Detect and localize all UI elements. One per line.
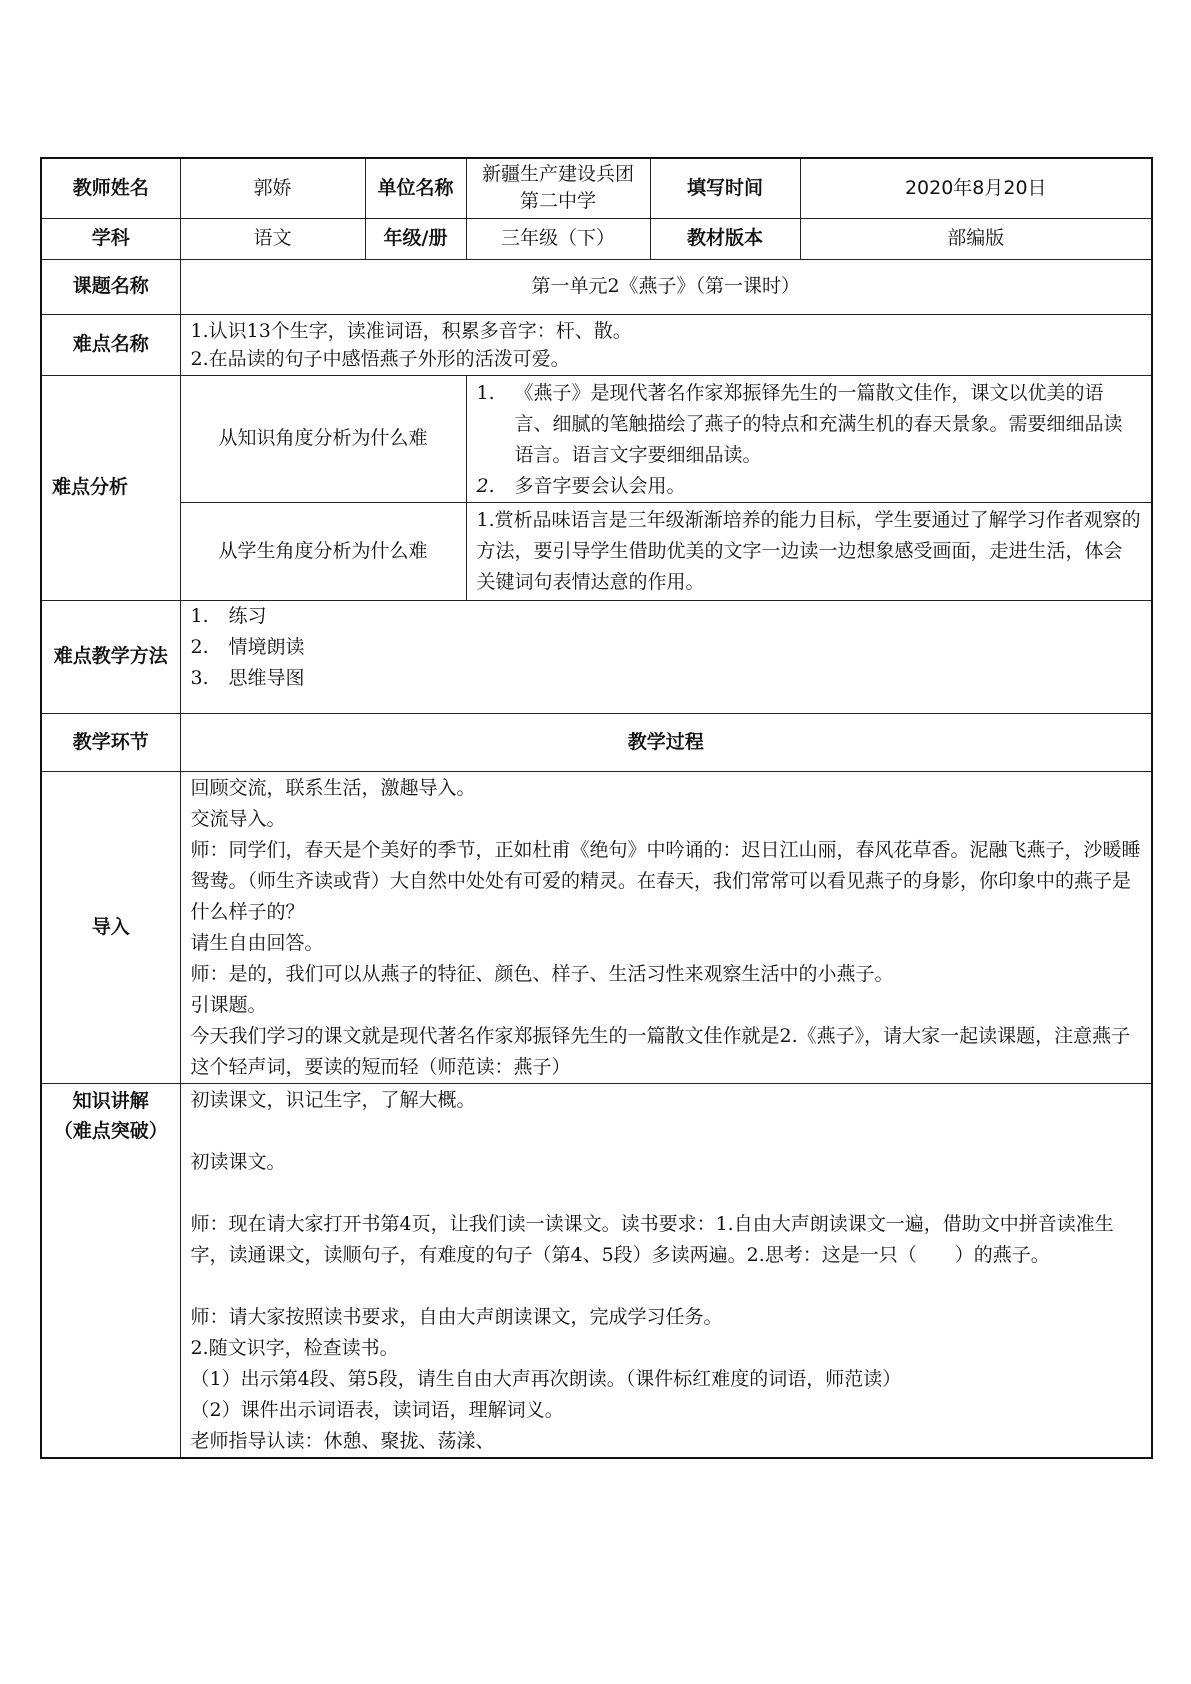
- edition-label: 教材版本: [650, 218, 800, 259]
- edition-value: 部编版: [800, 218, 1152, 259]
- subject-label: 学科: [41, 218, 180, 259]
- knowledge-item-2: [477, 471, 1142, 502]
- knowledge-angle-label: 从知识角度分析为什么难: [180, 375, 466, 502]
- knowledge-content: [180, 1083, 1152, 1458]
- knowledge-label-line-1: 知识讲解: [72, 1089, 149, 1112]
- blank-line: [191, 1178, 1142, 1209]
- info-row-1: [41, 158, 1152, 218]
- method-item-2: [191, 632, 1142, 663]
- knowledge-item-1: [477, 378, 1142, 471]
- knowledge-label: [41, 1083, 180, 1458]
- knowledge-row: [41, 1083, 1152, 1458]
- blank-line: [191, 1116, 1142, 1147]
- grade-label: 年级/册: [365, 218, 466, 259]
- subject-value: 语文: [180, 218, 365, 259]
- intro-line-1: 回顾交流，联系生活，激趣导入。: [190, 776, 476, 799]
- unit-line-2: 第二中学: [519, 190, 596, 213]
- knowledge-p7: （2）课件出示词语表，读词语，理解词义。: [190, 1398, 564, 1421]
- intro-row: [41, 771, 1152, 1083]
- analysis-row-knowledge: [41, 375, 1152, 502]
- difficulty-label: 难点名称: [41, 314, 180, 375]
- intro-line-5: 师：是的，我们可以从燕子的特征、颜色、样子、生活习性来观察生活中的小燕子。: [190, 962, 894, 985]
- methods-row: [41, 600, 1152, 713]
- knowledge-label-line-2: （难点突破）: [53, 1119, 168, 1142]
- knowledge-item-2-text: 多音字要会认会用。: [514, 474, 686, 497]
- intro-line-3: 师：同学们，春天是个美好的季节，正如杜甫《绝句》中吟诵的：迟日江山丽，春风花草香。泥融飞燕子，沙暖睡鸳鸯。（师生齐读或背）大自然中处处有可爱的精灵。在春天，我们常常可以看见燕子的身影，你印象中的燕子是什么样子的？: [190, 838, 1141, 923]
- unit-line-1: 新疆生产建设兵团: [481, 163, 634, 186]
- topic-row: [41, 259, 1152, 314]
- difficulty-row: [41, 314, 1152, 375]
- method-item-1-text: 练习: [228, 604, 267, 627]
- lesson-plan-document: [40, 157, 1151, 1507]
- teacher-label: 教师姓名: [41, 158, 180, 218]
- intro-line-4: 请生自由回答。: [190, 931, 324, 954]
- method-item-2-num: 2.: [190, 635, 209, 658]
- knowledge-p8: 老师指导认读：休憩、聚拢、荡漾、: [190, 1429, 495, 1452]
- unit-value: [466, 158, 650, 218]
- knowledge-p6: （1）出示第4段、第5段，请生自由大声再次朗读。（课件标红难度的词语，师范读）: [190, 1367, 902, 1390]
- intro-label: 导入: [41, 771, 180, 1083]
- analysis-row-student: [41, 502, 1152, 600]
- method-item-3-num: 3.: [190, 666, 209, 689]
- student-angle-label: 从学生角度分析为什么难: [180, 502, 466, 600]
- intro-line-6: 引课题。: [190, 993, 267, 1016]
- stage-header: 教学环节: [41, 713, 180, 771]
- knowledge-p5: 2.随文识字，检查读书。: [190, 1336, 399, 1359]
- intro-line-7: 今天我们学习的课文就是现代著名作家郑振铎先生的一篇散文佳作就是2.《燕子》，请大家一起读课题，注意燕子这个轻声词，要读的短而轻（师范读：燕子）: [190, 1024, 1131, 1078]
- method-item-3-text: 思维导图: [228, 666, 305, 689]
- process-header: 教学过程: [180, 713, 1152, 771]
- method-item-3: [191, 663, 1142, 694]
- teacher-value: 郭娇: [180, 158, 365, 218]
- knowledge-angle-content: [466, 375, 1152, 502]
- knowledge-p1: 初读课文，识记生字，了解大概。: [190, 1088, 476, 1111]
- grade-value: 三年级（下）: [466, 218, 650, 259]
- lesson-plan-table: [40, 157, 1153, 1459]
- method-item-1-num: 1.: [190, 604, 209, 627]
- intro-content: [180, 771, 1152, 1083]
- method-item-1: [191, 601, 1142, 632]
- difficulty-content: [180, 314, 1152, 375]
- knowledge-item-1-num: 1.: [476, 381, 495, 404]
- knowledge-item-2-num: 2.: [476, 474, 495, 497]
- knowledge-item-1-text: 《燕子》是现代著名作家郑振铎先生的一篇散文佳作，课文以优美的语言、细腻的笔触描绘了燕子的特点和充满生机的春天景象。需要细细品读语言。语言文字要细细品读。: [514, 381, 1123, 466]
- process-header-row: [41, 713, 1152, 771]
- knowledge-p2: 初读课文。: [190, 1150, 286, 1173]
- difficulty-line-2: 2.在品读的句子中感悟燕子外形的活泼可爱。: [190, 347, 570, 370]
- date-value: 2020年8月20日: [800, 158, 1152, 218]
- methods-content: [180, 600, 1152, 713]
- analysis-label: 难点分析: [41, 375, 180, 600]
- knowledge-p4: 师：请大家按照读书要求，自由大声朗读课文，完成学习任务。: [190, 1305, 723, 1328]
- topic-label: 课题名称: [41, 259, 180, 314]
- difficulty-line-1: 1.认识13个生字，读准词语，积累多音字：杆、散。: [190, 319, 632, 342]
- info-row-2: [41, 218, 1152, 259]
- unit-label: 单位名称: [365, 158, 466, 218]
- topic-value: 第一单元2《燕子》（第一课时）: [180, 259, 1152, 314]
- date-label: 填写时间: [650, 158, 800, 218]
- methods-label: 难点教学方法: [41, 600, 180, 713]
- method-item-2-text: 情境朗读: [228, 635, 305, 658]
- student-angle-content: 1.赏析品味语言是三年级渐渐培养的能力目标，学生要通过了解学习作者观察的方法，要引导学生借助优美的文字一边读一边想象感受画面，走进生活，体会关键词句表情达意的作用。: [466, 502, 1152, 600]
- intro-line-2: 交流导入。: [190, 807, 286, 830]
- blank-line: [191, 1271, 1142, 1302]
- knowledge-p3: 师：现在请大家打开书第4页，让我们读一读课文。读书要求：1.自由大声朗读课文一遍，借助文中拼音读准生字，读通课文，读顺句子，有难度的句子（第4、5段）多读两遍。2.思考：这是一只（ ）的燕子。: [190, 1212, 1114, 1266]
